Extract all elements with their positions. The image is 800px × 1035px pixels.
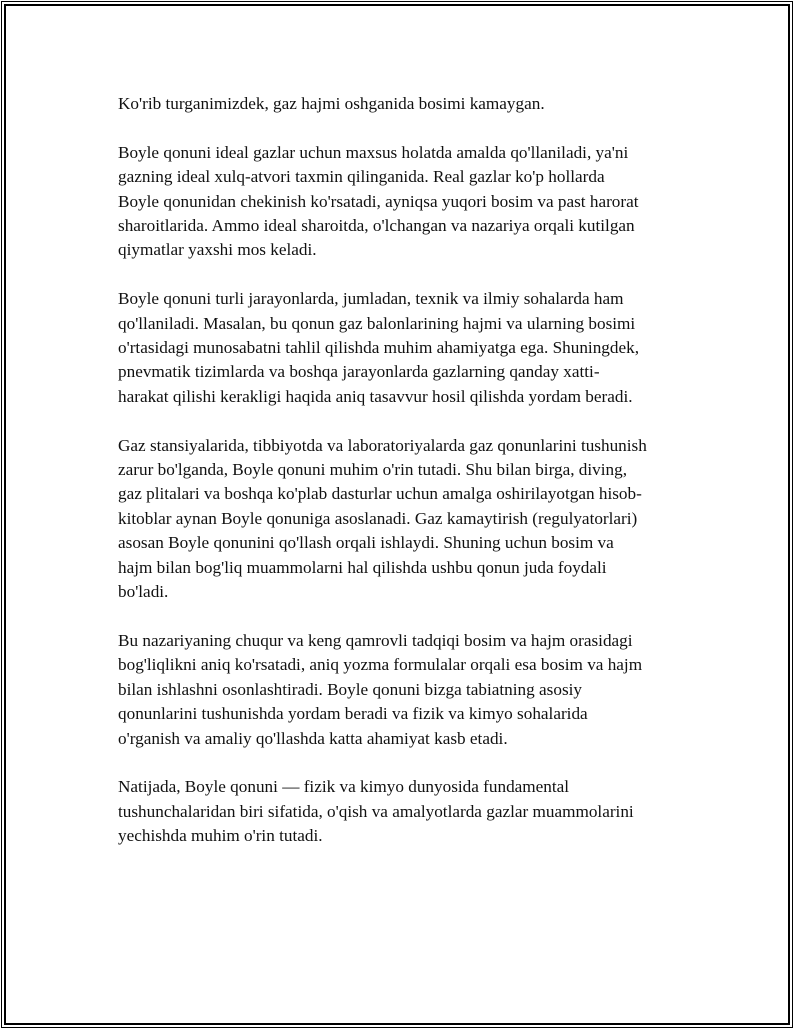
text-line: bog'liqlikni aniq ko'rsatadi, aniq yozma formulalar orqali esa bosim va hajm [118, 655, 643, 675]
text-line: sharoitlarida. Ammo ideal sharoitda, o'lchangan va nazariya orqali kutilgan [118, 216, 635, 236]
text-line: qonunlarini tushunishda yordam beradi va fizik va kimyo sohalarida [118, 704, 588, 724]
text-line: harakat qilishi kerakligi haqida aniq tasavvur hosil qilishda yordam beradi. [118, 386, 633, 406]
text-line: bo'ladi. [118, 582, 169, 602]
text-line: tushunchalaridan biri sifatida, o'qish va amalyotlarda gazlar muammolarini [118, 801, 634, 821]
text-line: zarur bo'lganda, Boyle qonuni muhim o'rin tutadi. Shu bilan birga, diving, [118, 460, 628, 480]
text-line: kitoblar aynan Boyle qonuniga asoslanadi. Gaz kamaytirish (regulyatorlari) [118, 508, 638, 528]
text-line: pnevmatik tizimlarda va boshqa jarayonlarda gazlarning qanday xatti- [118, 362, 600, 382]
paragraph [118, 141, 698, 263]
text-line: Boyle qonuni turli jarayonlarda, jumladan, texnik va ilmiy sohalarda ham [118, 289, 624, 309]
text-line: gaz plitalari va boshqa ko'plab dasturlar uchun amalga oshirilayotgan hisob- [118, 484, 642, 504]
text-line: hajm bilan bog'liq muammolarni hal qilishda ushbu qonun juda foydali [118, 557, 607, 577]
text-line: Bu nazariyaning chuqur va keng qamrovli tadqiqi bosim va hajm orasidagi [118, 630, 633, 650]
text-line: gazning ideal xulq-atvori taxmin qilinganida. Real gazlar ko'p hollarda [118, 167, 605, 187]
text-line: Ko'rib turganimizdek, gaz hajmi oshganida bosimi kamaygan. [118, 94, 545, 113]
text-line: Boyle qonuni ideal gazlar uchun maxsus holatda amalda qo'llaniladi, ya'ni [118, 142, 629, 162]
paragraph [118, 629, 698, 751]
text-line: Natijada, Boyle qonuni — fizik va kimyo dunyosida fundamental [118, 777, 570, 797]
text-line: qo'llaniladi. Masalan, bu qonun gaz balonlarining hajmi va ularning bosimi [118, 313, 636, 333]
text-line: Gaz stansiyalarida, tibbiyotda va laboratoriyalarda gaz qonunlarini tushunish [118, 435, 647, 455]
text-line: o'rganish va amaliy qo'llashda katta ahamiyat kasb etadi. [118, 728, 508, 748]
paragraph [118, 434, 698, 605]
document-body [118, 92, 698, 873]
paragraph [118, 775, 698, 848]
paragraph [118, 92, 698, 116]
text-line: asosan Boyle qonunini qo'llash orqali ishlaydi. Shuning uchun bosim va [118, 533, 614, 553]
paragraph [118, 287, 698, 409]
text-line: bilan ishlashni osonlashtiradi. Boyle qonuni bizga tabiatning asosiy [118, 679, 583, 699]
text-line: o'rtasidagi munosabatni tahlil qilishda muhim ahamiyatga ega. Shuningdek, [118, 338, 640, 358]
text-line: qiymatlar yaxshi mos keladi. [118, 240, 317, 260]
text-line: Boyle qonunidan chekinish ko'rsatadi, ayniqsa yuqori bosim va past harorat [118, 191, 639, 211]
text-line: yechishda muhim o'rin tutadi. [118, 826, 323, 846]
